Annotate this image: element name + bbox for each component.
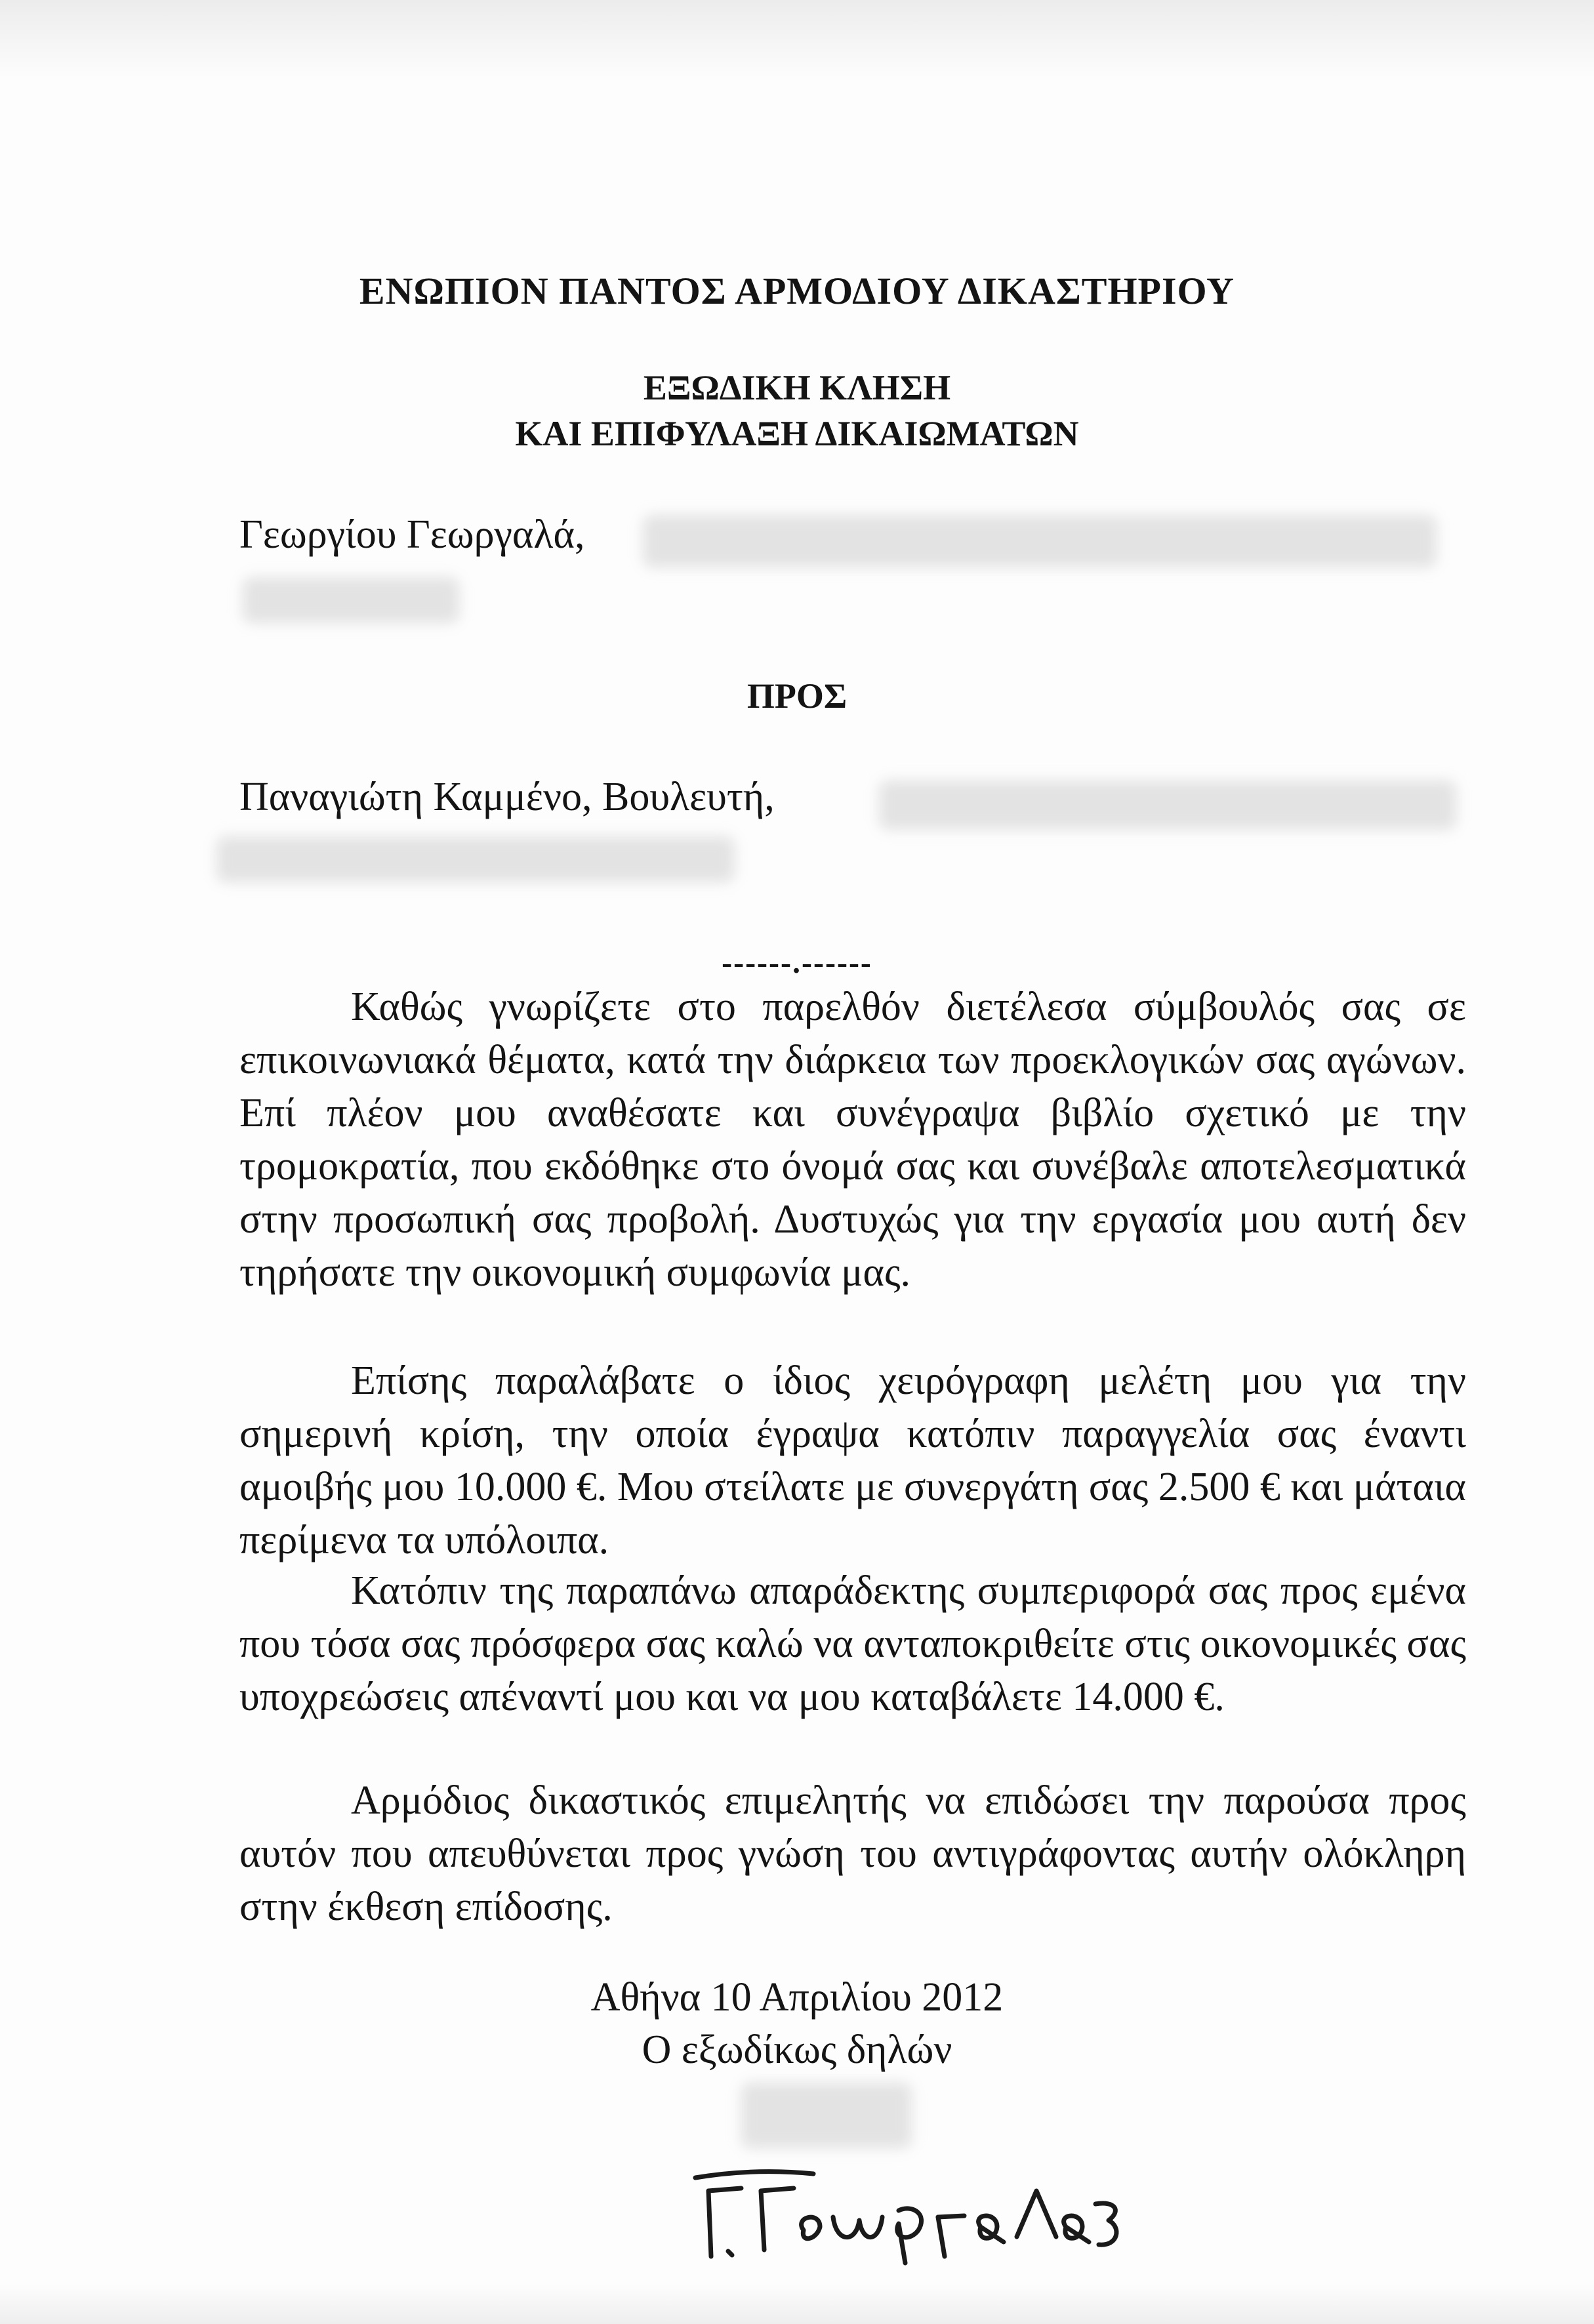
document-date: Αθήνα 10 Απριλίου 2012 <box>590 1975 1004 2020</box>
paragraph-2 <box>239 1355 1466 1567</box>
recipient-name: Παναγιώτη Καμμένο, Βουλευτή, <box>239 775 775 819</box>
sender-name: Γεωργίου Γεωργαλά, <box>239 512 585 557</box>
redacted-recipient-address-line2 <box>216 836 735 882</box>
paragraph-3-text: Κατόπιν της παραπάνω απαράδεκτης συμπεριφορά σας προς εμένα που τόσα σας πρόσφερα σας καλώ να ανταποκριθείτε στις οικονομικές σας υποχρεώσεις απέναντί μου και να μου καταβάλετε 14.000 €. <box>239 1568 1466 1719</box>
paragraph-1 <box>239 981 1466 1299</box>
paragraph-4-text: Αρμόδιος δικαστικός επιμελητής να επιδώσει την παρούσα προς αυτόν που απευθύνεται προς γνώση του αντιγράφοντας αυτήν ολόκληρη στην έκθεση επίδοσης. <box>239 1778 1466 1929</box>
redacted-sender-address <box>643 515 1437 567</box>
separator: ------.------ <box>722 945 872 980</box>
scan-shadow-bottom <box>0 2285 1594 2324</box>
paragraph-2-text: Επίσης παραλάβατε ο ίδιος χειρόγραφη μελέτη μου για την σημερινή κρίση, την οποία έγραψα κατόπιν παραγγελία σας έναντι αμοιβής μου 10.000 €. Μου στείλατε με συνεργάτη σας 2.500 € και μάταια περίμενα τα υπόλοιπα. <box>239 1358 1466 1562</box>
declarant-label: Ο εξωδίκως δηλών <box>642 2028 952 2072</box>
paragraph-4 <box>239 1774 1466 1934</box>
to-label: ΠΡΟΣ <box>746 676 848 716</box>
paragraph-3 <box>239 1564 1466 1724</box>
redacted-recipient-address <box>879 781 1456 830</box>
scan-shadow-top <box>0 0 1594 79</box>
redacted-stamp <box>741 2083 912 2148</box>
document-title-line1: ΕΞΩΔΙΚΗ ΚΛΗΣΗ <box>643 368 951 407</box>
paragraph-1-text: Καθώς γνωρίζετε στο παρελθόν διετέλεσα σύμβουλός σας σε επικοινωνιακά θέματα, κατά την διάρκεια των προεκλογικών σας αγώνων. Επί πλέον μου αναθέσατε και συνέγραψα βιβλίο σχετικό με την τρομοκρατία, που εκδόθηκε στο όνομά σας και συνέβαλε αποτελεσματικά στην προσωπική σας προβολή. Δυστυχώς για την εργασία μου αυτή δεν τηρήσατε την οικονομική συμφωνία μας. <box>239 985 1466 1295</box>
handwritten-signature <box>682 2165 1128 2270</box>
document-title-line2: ΚΑΙ ΕΠΙΦΥΛΑΞΗ ΔΙΚΑΙΩΜΑΤΩΝ <box>515 414 1079 453</box>
redacted-sender-address-line2 <box>243 577 459 623</box>
court-heading: ΕΝΩΠΙΟΝ ΠΑΝΤΟΣ ΑΡΜΟΔΙΟΥ ΔΙΚΑΣΤΗΡΙΟΥ <box>359 270 1235 312</box>
